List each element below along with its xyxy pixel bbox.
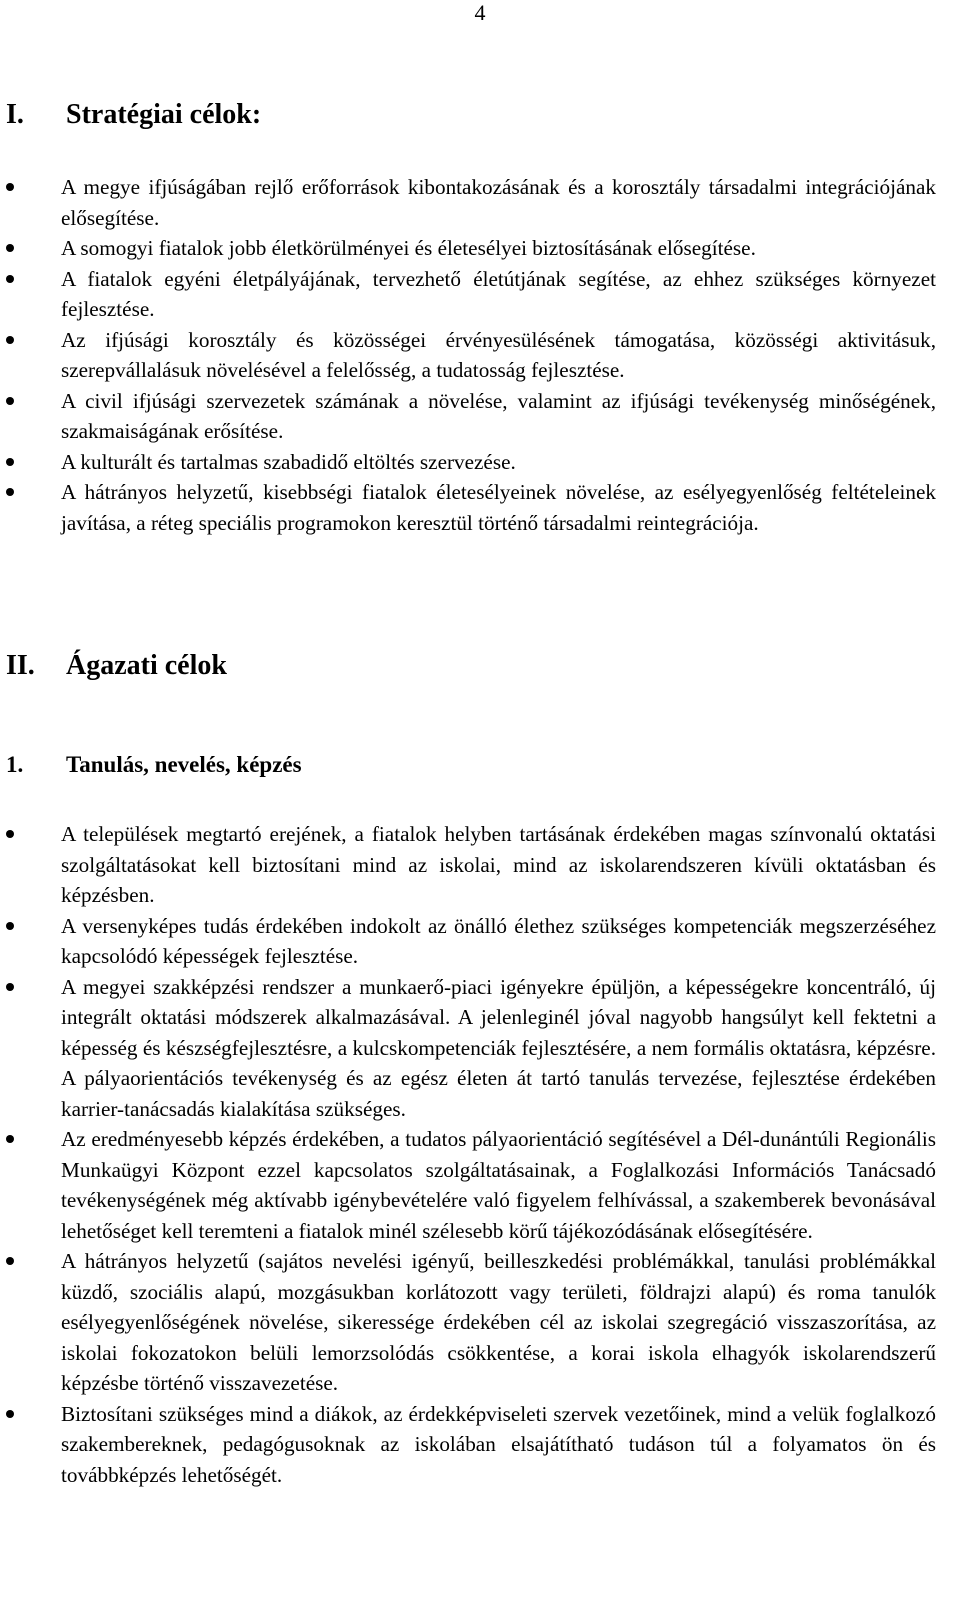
list-item-text: A települések megtartó erejének, a fiatalok helyben tartásának érdekében magas színvonalú oktatási szolgáltatásokat kell biztosítani mind az iskolai, mind az iskolarendszeren kívüli oktatásban és képzésben. [61,822,936,907]
list-item-text: A versenyképes tudás érdekében indokolt az önálló élethez szükséges kompetenciák megszerzéséhez kapcsolódó képességek fejlesztése. [61,913,936,968]
bullet-icon [6,1410,14,1418]
bullet-icon [6,1257,14,1265]
list-item-text: A civil ifjúsági szervezetek számának a növelése, valamint az ifjúsági tevékenység minőségének, szakmaiságának erősítése. [61,388,936,443]
subsection-number: 1. [6,752,24,777]
list-item [0,1246,936,1399]
section-number: I. [6,99,24,130]
bullet-icon [6,922,14,930]
list-item-text: A megyei szakképzési rendszer a munkaerő-piaci igényekre épüljön, a képességekre koncentráló, új integrált oktatási módszerek alkalmazásával. A jelenleginél jóval nagyobb hangsúlyt kell fektetni a képesség és készségfejlesztésre, a kulcskompetenciák fejlesztésére, a nem formális oktatásra, képzésre. A pályaorientációs tevékenység és az egész életen át tartó tanulás tervezése, fejlesztése érdekében karrier-tanácsadás kialakítása szükséges. [61,974,936,1121]
page-number: 4 [474,0,486,25]
list-item [0,477,936,538]
strategic-goals-list [0,172,960,538]
section-heading-strategic-goals [6,99,906,133]
list-item [0,172,936,233]
list-item-text: A megye ifjúságában rejlő erőforrások kibontakozásának és a korosztály társadalmi integrációjának elősegítése. [61,175,936,230]
list-item-text: A hátrányos helyzetű, kisebbségi fiatalok életesélyeinek növelése, az esélyegyenlőség feltételeinek javítása, a réteg speciális programokon keresztül történő társadalmi reintegrációja. [61,480,936,535]
list-item-text: A hátrányos helyzetű (sajátos nevelési igényű, beilleszkedési problémákkal, tanulási problémákkal küzdő, szociális alapú, mozgásukban korlátozott vagy területi, földrajzi alapú) és roma tanulók esélyegyenlőségének növelése, sikeressége érdekében cél az iskolai szegregáció visszaszorítása, az iskolai fokozatokon belüli lemorzsolódás csökkentése, a korai iskola elhagyók iskolarendszerű képzésbe történő visszavezetése. [61,1249,936,1395]
bullet-icon [6,1135,14,1143]
list-item [0,972,936,1125]
list-item-text: Az eredményesebb képzés érdekében, a tudatos pályaorientáció segítésével a Dél-dunántúli Regionális Munkaügyi Központ ezzel kapcsolatos szolgáltatásainak, a Foglalkozási Információs Tanácsadó tevékenységének még aktívabb igénybevételére való figyelem felhívással, a szakemberek bevonásával lehetőséget kell teremteni a fiatalok minél szélesebb körű tájékozódásának elősegítésére. [61,1127,936,1243]
list-item-text: Biztosítani szükséges mind a diákok, az érdekképviseleti szervek vezetőinek, mind a velük foglalkozó szakembereknek, pedagógusoknak az iskolában elsajátítható tudáson túl a folyamatos ön és továbbképzés lehetőségét. [61,1401,936,1487]
bullet-icon [6,488,14,496]
bullet-icon [6,336,14,344]
list-item-text: A somogyi fiatalok jobb életkörülményei és életesélyei biztosításának elősegítése. [61,236,756,260]
list-item [0,447,936,478]
learning-goals-list [0,819,960,1490]
bullet-icon [6,275,14,283]
bullet-icon [6,397,14,405]
list-item [0,233,936,264]
list-item [0,819,936,911]
list-item [0,264,936,325]
section-heading-sector-goals [6,650,906,684]
section-number: II. [6,650,35,681]
list-item [0,911,936,972]
section-title: Stratégiai célok: [66,99,262,130]
subsection-title: Tanulás, nevelés, képzés [66,752,302,777]
list-item-text: A fiatalok egyéni életpályájának, tervezhető életútjának segítése, az ehhez szükséges környezet fejlesztése. [61,266,936,321]
bullet-icon [6,458,14,466]
bullet-icon [6,983,14,991]
bullet-icon [6,830,14,838]
bullet-icon [6,244,14,252]
list-item-text: Az ifjúsági korosztály és közösségei érvényesülésének támogatása, közösségi aktivitásuk, szerepvállalásuk növelésével a felelősség, a tudatosság fejlesztése. [61,327,936,382]
section-title: Ágazati célok [66,650,227,681]
list-item [0,1124,936,1246]
list-item [0,325,936,386]
list-item [0,1399,936,1491]
bullet-icon [6,183,14,191]
list-item-text: A kulturált és tartalmas szabadidő eltöltés szervezése. [61,449,516,474]
list-item [0,386,936,447]
subsection-heading-learning [6,750,906,780]
